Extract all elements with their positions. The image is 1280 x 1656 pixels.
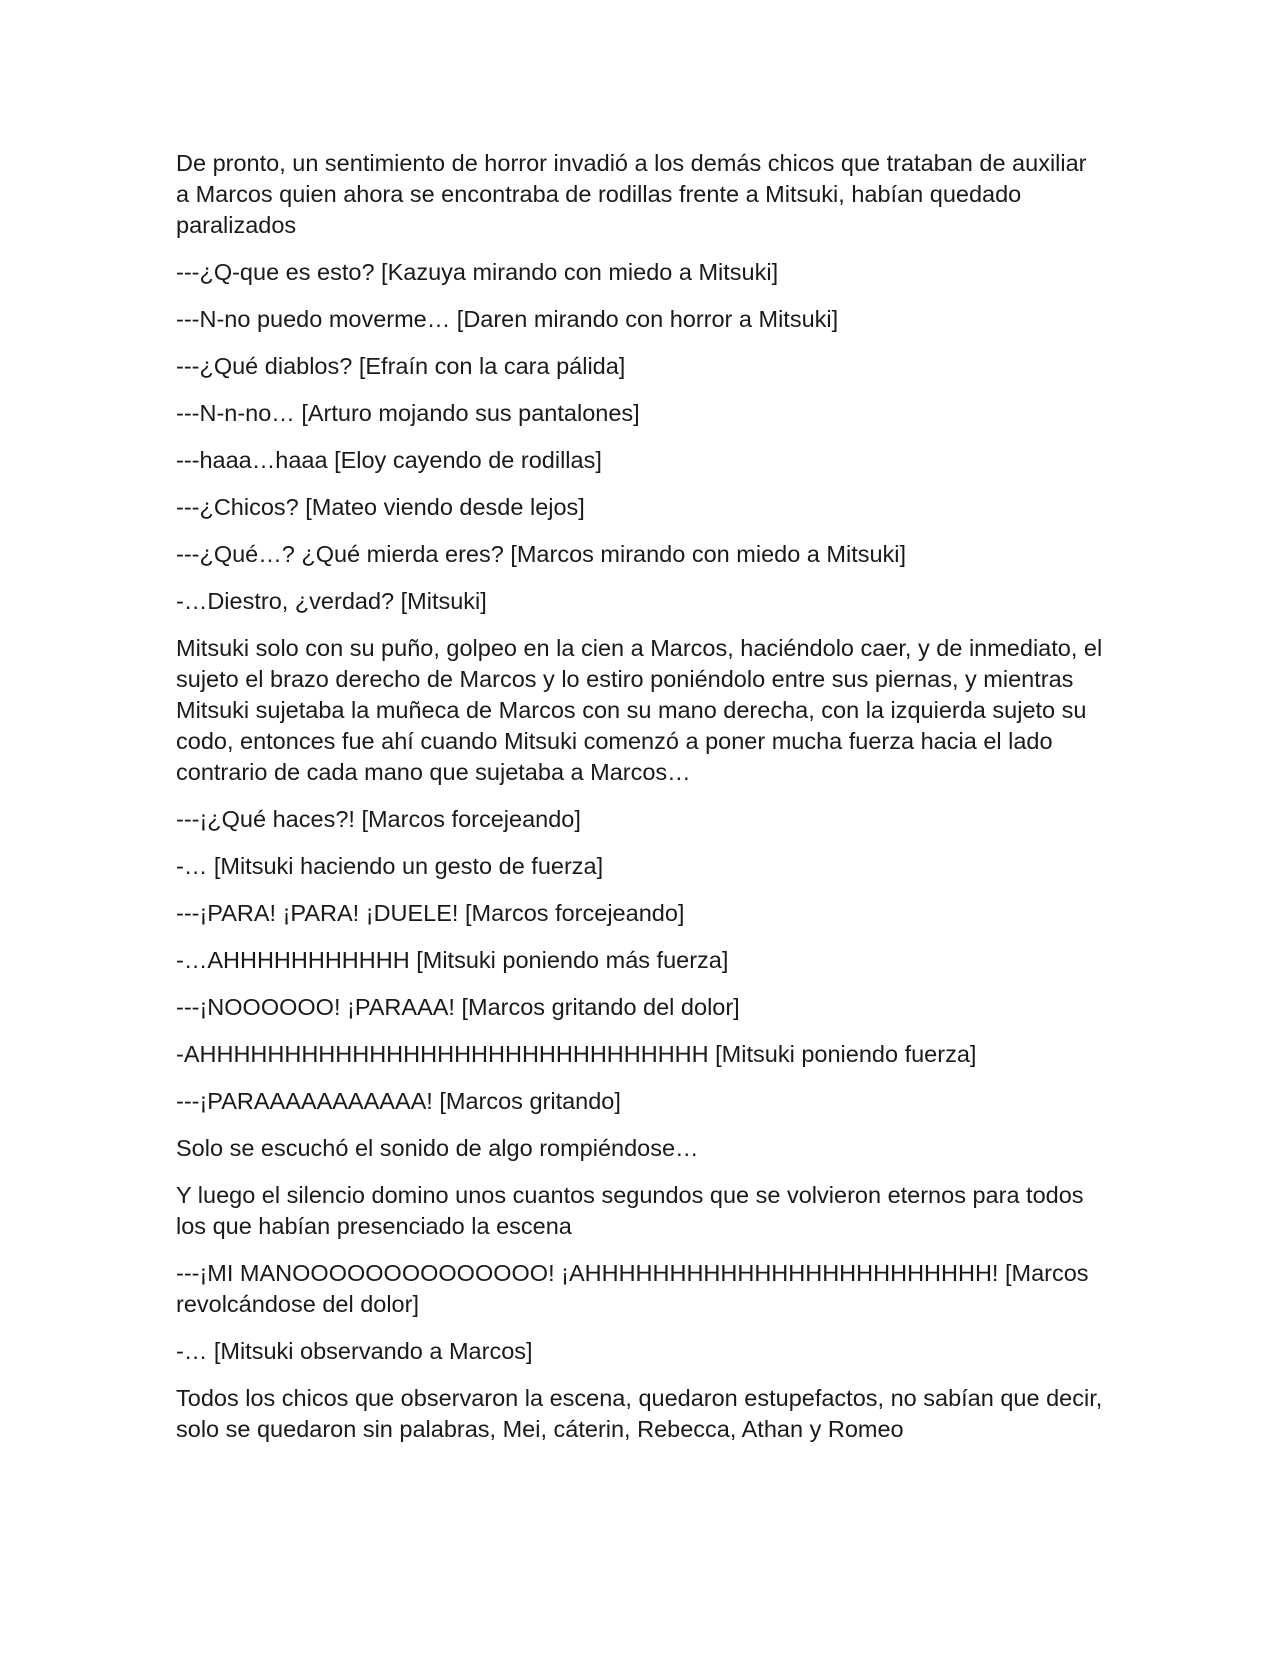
dialogue-line: ---¡MI MANOOOOOOOOOOOOOO! ¡AHHHHHHHHHHHHHHHHHHHHHHHH! [Marcos revolcándose del dolor] (176, 1260, 1089, 1317)
dialogue-line: ---¿Qué diablos? [Efraín con la cara pálida] (176, 353, 626, 379)
dialogue-line: ---¡PARA! ¡PARA! ¡DUELE! [Marcos forcejeando] (176, 900, 685, 926)
narrative-paragraph: Todos los chicos que observaron la escena, quedaron estupefactos, no sabían que decir, solo se quedaron sin palabras, Mei, cáterin, Rebecca, Athan y Romeo (176, 1385, 1103, 1442)
dialogue-line: ---¿Chicos? [Mateo viendo desde lejos] (176, 494, 585, 520)
dialogue-line: ---haaa…haaa [Eloy cayendo de rodillas] (176, 447, 602, 473)
narrative-paragraph: De pronto, un sentimiento de horror invadió a los demás chicos que trataban de auxiliar a Marcos quien ahora se encontraba de rodillas frente a Mitsuki, habían quedado paralizados (176, 150, 1087, 238)
dialogue-line: ---¡PARAAAAAAAAAAA! [Marcos gritando] (176, 1088, 621, 1114)
document-body (176, 148, 1106, 1461)
dialogue-line: -… [Mitsuki haciendo un gesto de fuerza] (176, 853, 604, 879)
dialogue-line: -… [Mitsuki observando a Marcos] (176, 1338, 533, 1364)
dialogue-line: ---¿Q-que es esto? [Kazuya mirando con miedo a Mitsuki] (176, 259, 779, 285)
dialogue-line: -AHHHHHHHHHHHHHHHHHHHHHHHHHHHHHH [Mitsuki poniendo fuerza] (176, 1041, 977, 1067)
narrative-paragraph: Y luego el silencio domino unos cuantos segundos que se volvieron eternos para todos los que habían presenciado la escena (176, 1182, 1084, 1239)
dialogue-line: ---¡NOOOOOO! ¡PARAAA! [Marcos gritando del dolor] (176, 994, 740, 1020)
dialogue-line: ---N-n-no… [Arturo mojando sus pantalones] (176, 400, 640, 426)
dialogue-line: ---¿Qué…? ¿Qué mierda eres? [Marcos mirando con miedo a Mitsuki] (176, 541, 907, 567)
dialogue-line: -…Diestro, ¿verdad? [Mitsuki] (176, 588, 487, 614)
narrative-paragraph: Mitsuki solo con su puño, golpeo en la cien a Marcos, haciéndolo caer, y de inmediato, el sujeto el brazo derecho de Marcos y lo estiro poniéndolo entre sus piernas, y mientras Mitsuki sujetaba la muñeca de Marcos con su mano derecha, con la izquierda sujeto su codo, entonces fue ahí cuando Mitsuki comenzó a poner mucha fuerza hacia el lado contrario de cada mano que sujetaba a Marcos… (176, 635, 1103, 785)
dialogue-line: -…AHHHHHHHHHHH [Mitsuki poniendo más fuerza] (176, 947, 729, 973)
narrative-paragraph: Solo se escuchó el sonido de algo rompiéndose… (176, 1135, 699, 1161)
dialogue-line: ---N-no puedo moverme… [Daren mirando con horror a Mitsuki] (176, 306, 839, 332)
dialogue-line: ---¡¿Qué haces?! [Marcos forcejeando] (176, 806, 581, 832)
